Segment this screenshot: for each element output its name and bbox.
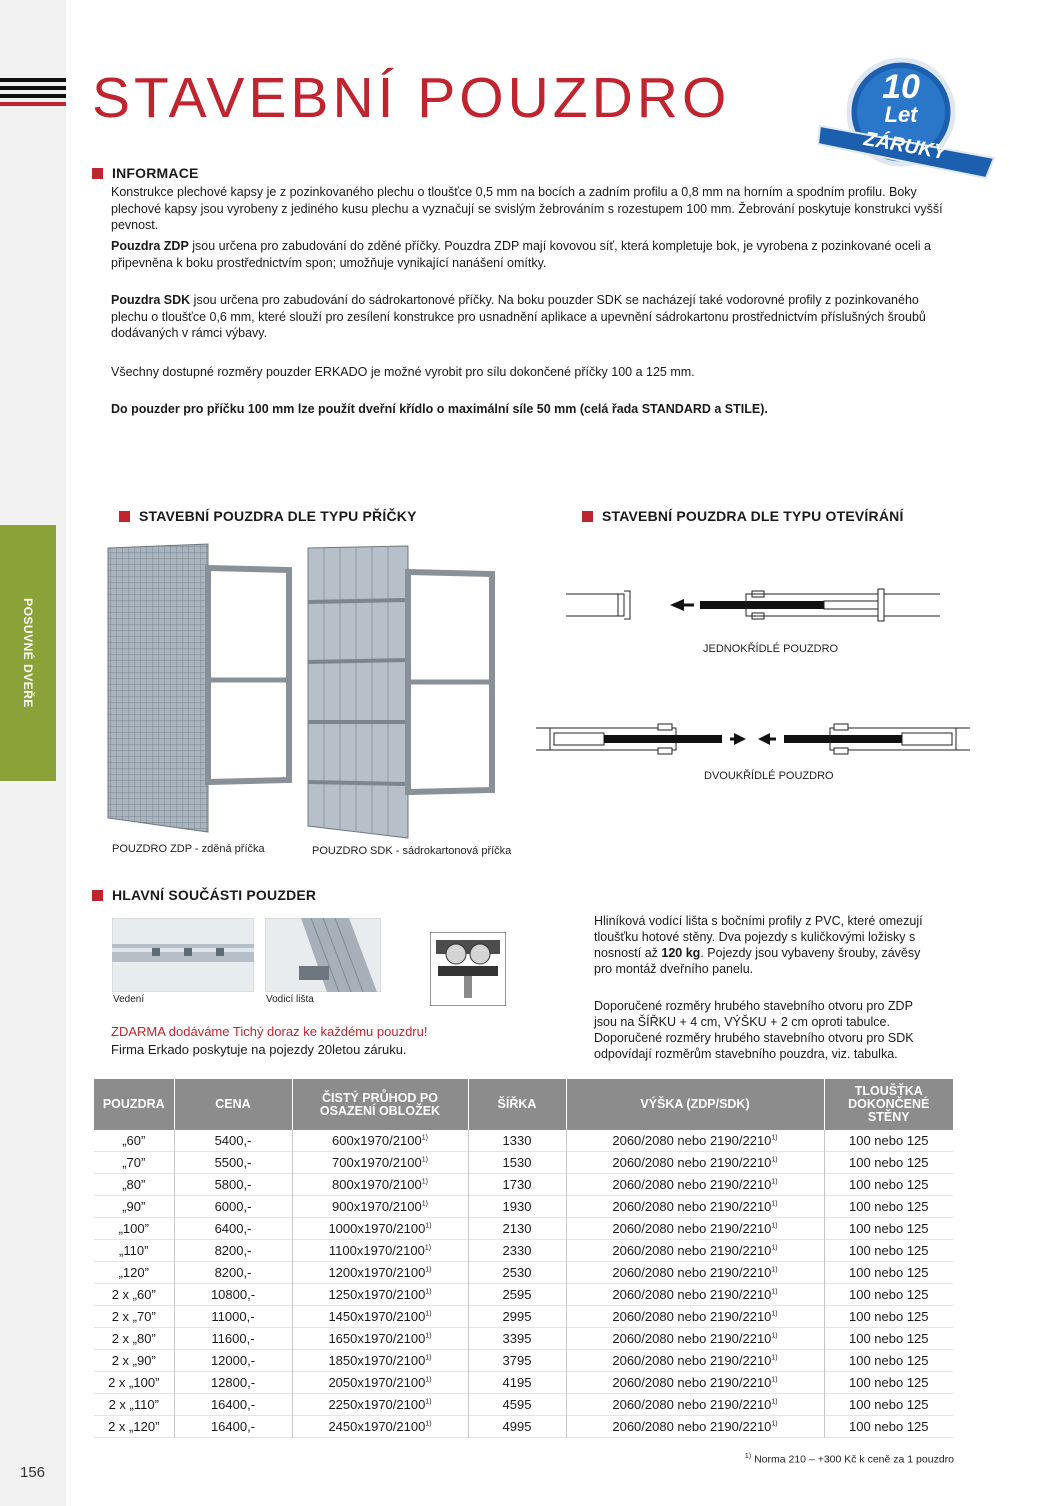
table-cell <box>292 1284 468 1306</box>
table-cell <box>94 1152 174 1174</box>
cell-value: 4995 <box>502 1419 532 1434</box>
table-cell <box>566 1328 824 1350</box>
col-header-cena: CENA <box>174 1079 292 1130</box>
zdp-pocket-image <box>104 540 294 840</box>
guide-bar-caption: Vodicí lišta <box>266 994 314 1005</box>
cell-value: „120” <box>118 1265 149 1280</box>
table-cell <box>94 1284 174 1306</box>
side-tab-label: POSUVNÉ DVEŘE <box>21 598 35 708</box>
footnote-ref: 1) <box>771 1178 778 1186</box>
table-cell <box>292 1240 468 1262</box>
table-cell <box>468 1394 566 1416</box>
cell-value: 100 nebo 125 <box>848 1375 929 1390</box>
footnote-ref: 1) <box>421 1134 428 1142</box>
arrow-left-icon <box>758 733 770 745</box>
single-door-diagram <box>562 585 944 627</box>
table-cell <box>566 1350 824 1372</box>
cell-value: 11000,- <box>211 1309 255 1324</box>
sdk-caption: POUZDRO SDK - sádrokartonová příčka <box>312 845 512 857</box>
info-heading <box>92 165 199 181</box>
cell-value: 3395 <box>502 1331 532 1346</box>
cell-value: 2060/2080 nebo 2190/2210 <box>612 1419 772 1434</box>
table-cell <box>824 1372 953 1394</box>
table-cell <box>566 1240 824 1262</box>
col-header-tloustka: TLOUŠŤKA DOKONČENÉ STĚNY <box>824 1079 953 1130</box>
table-cell <box>94 1306 174 1328</box>
components-heading <box>92 887 316 903</box>
table-row <box>94 1218 953 1240</box>
cell-value: „60” <box>122 1133 146 1148</box>
double-door-diagram <box>534 722 972 758</box>
cell-value: 100 nebo 125 <box>848 1353 929 1368</box>
footnote-ref: 1) <box>771 1332 778 1340</box>
col-header-vyska: VÝŠKA (ZDP/SDK) <box>566 1079 824 1130</box>
double-door-label: DVOUKŘÍDLÉ POUZDRO <box>704 770 834 782</box>
cell-value: 2060/2080 nebo 2190/2210 <box>612 1177 772 1192</box>
table-row <box>94 1240 953 1262</box>
table-cell <box>292 1328 468 1350</box>
table-cell <box>174 1394 292 1416</box>
cell-value: 2 x „100” <box>108 1375 160 1390</box>
table-cell <box>292 1218 468 1240</box>
table-cell <box>824 1284 953 1306</box>
section-side-tab <box>0 525 56 781</box>
table-cell <box>468 1372 566 1394</box>
guide-rail-image <box>112 918 254 992</box>
cell-value: 100 nebo 125 <box>848 1265 929 1280</box>
footnote-ref: 1) <box>771 1244 778 1252</box>
section-marker-icon <box>582 511 593 522</box>
footnote-ref: 1) <box>771 1310 778 1318</box>
arrow-left-icon <box>670 599 684 611</box>
table-cell <box>94 1240 174 1262</box>
section-marker-icon <box>92 890 103 901</box>
cell-value: 2060/2080 nebo 2190/2210 <box>612 1243 772 1258</box>
cell-value: 700x1970/2100 <box>332 1155 422 1170</box>
cell-value: „110” <box>119 1243 149 1258</box>
cell-value: 2060/2080 nebo 2190/2210 <box>612 1309 772 1324</box>
components-description <box>594 913 929 977</box>
cell-value: 2 x „120” <box>108 1419 160 1434</box>
info-paragraph-1: Konstrukce plechové kapsy je z pozinkovaného plechu o tloušťce 0,5 mm na bocích a zadním profilu a 0,8 mm na horním a spodním profilu. Boky plechové kapsy jsou vyrobeny z jediného kusu plechu a vyznačují se svislým žebrováním s rozestupem 100 mm. Žebrování poskytuje konstrukci vyšší pevnost. <box>111 185 943 232</box>
table-cell <box>94 1394 174 1416</box>
table-cell <box>174 1152 292 1174</box>
cell-value: 2595 <box>502 1287 532 1302</box>
table-row <box>94 1130 953 1152</box>
guide-bar-image <box>265 918 381 992</box>
cell-value: 4595 <box>502 1397 532 1412</box>
cell-value: 100 nebo 125 <box>848 1419 929 1434</box>
cell-value: 5800,- <box>214 1177 252 1192</box>
guide-rail-caption: Vedení <box>113 994 145 1005</box>
table-cell <box>468 1306 566 1328</box>
cell-value: 2330 <box>502 1243 532 1258</box>
cell-value: 2 x „70” <box>111 1309 156 1324</box>
cell-value: „90” <box>122 1199 146 1214</box>
cell-value: 16400,- <box>210 1419 256 1434</box>
opening-types-heading-text: STAVEBNÍ POUZDRA DLE TYPU OTEVÍRÁNÍ <box>602 508 904 524</box>
cell-value: 1730 <box>502 1177 532 1192</box>
table-cell <box>292 1394 468 1416</box>
cell-value: 2 x „60” <box>111 1287 156 1302</box>
cell-value: 100 nebo 125 <box>848 1287 929 1302</box>
table-cell <box>566 1284 824 1306</box>
info-heading-text: INFORMACE <box>112 165 199 181</box>
table-cell <box>174 1306 292 1328</box>
table-cell <box>468 1218 566 1240</box>
table-row <box>94 1416 953 1438</box>
table-cell <box>824 1416 953 1438</box>
cell-value: 100 nebo 125 <box>848 1177 929 1192</box>
warranty-badge <box>818 40 1008 190</box>
table-cell <box>174 1328 292 1350</box>
wall-types-heading-text: STAVEBNÍ POUZDRA DLE TYPU PŘÍČKY <box>139 508 417 524</box>
cell-value: 1000x1970/2100 <box>328 1221 426 1236</box>
cell-value: 800x1970/2100 <box>332 1177 422 1192</box>
cell-value: 100 nebo 125 <box>848 1133 929 1148</box>
footnote-ref: 1) <box>771 1200 778 1208</box>
table-row <box>94 1262 953 1284</box>
table-body <box>94 1130 953 1438</box>
table-cell <box>566 1372 824 1394</box>
table-cell <box>468 1416 566 1438</box>
table-cell <box>468 1152 566 1174</box>
cell-value: 3795 <box>502 1353 532 1368</box>
cell-value: 1930 <box>502 1199 532 1214</box>
table-cell <box>292 1262 468 1284</box>
cell-value: 100 nebo 125 <box>848 1309 929 1324</box>
table-cell <box>468 1284 566 1306</box>
sdk-text: jsou určena pro zabudování do sádrokartonové příčky. Na boku pouzder SDK se nacházejí také vodorovné profily z pozinkovaného plechu o tloušťce 0,6 mm, které slouží pro zesílení konstrukce pro usnadnění aplikace a upevnění sádrokartonu prostřednictvím příslušných šroubů dodávaných v rámci výbavy. <box>111 293 926 340</box>
table-header-row <box>94 1079 953 1130</box>
table-cell <box>824 1394 953 1416</box>
table-cell <box>468 1130 566 1152</box>
footnote-ref: 1) <box>424 1244 432 1252</box>
cell-value: 12800,- <box>210 1375 256 1390</box>
table-cell <box>174 1174 292 1196</box>
cell-value: 100 nebo 125 <box>848 1155 929 1170</box>
info-paragraph-3 <box>111 292 951 342</box>
cell-value: 2060/2080 nebo 2190/2210 <box>612 1353 772 1368</box>
table-cell <box>566 1306 824 1328</box>
cell-value: 8200,- <box>214 1265 252 1280</box>
cell-value: 1650x1970/2100 <box>328 1331 426 1346</box>
table-cell <box>292 1196 468 1218</box>
cell-value: 4195 <box>502 1375 532 1390</box>
badge-number: 10 <box>882 68 920 106</box>
table-cell <box>174 1240 292 1262</box>
cell-value: 8200,- <box>214 1243 252 1258</box>
table-row <box>94 1284 953 1306</box>
trolley-image <box>430 932 506 1006</box>
footnote-ref: 1) <box>425 1310 432 1318</box>
table-cell <box>824 1218 953 1240</box>
table-cell <box>468 1350 566 1372</box>
table-row <box>94 1196 953 1218</box>
footnote-ref: 1) <box>425 1354 432 1362</box>
table-row <box>94 1306 953 1328</box>
cell-value: 1850x1970/2100 <box>328 1353 426 1368</box>
table-cell <box>824 1262 953 1284</box>
table-cell <box>468 1174 566 1196</box>
cell-value: 11600,- <box>211 1331 255 1346</box>
table-cell <box>174 1284 292 1306</box>
table-cell <box>566 1152 824 1174</box>
table-cell <box>566 1394 824 1416</box>
cell-value: 600x1970/2100 <box>332 1133 422 1148</box>
footnote-ref: 1) <box>421 1200 428 1208</box>
opening-dimensions-note: Doporučené rozměry hrubého stavebního otvoru pro ZDP jsou na ŠÍŘKU + 4 cm, VÝŠKU + 2 cm oproti tabulce. Doporučené rozměry hrubého stavebního otvoru pro SDK odpovídají rozměrům stavebního pouzdra, viz. tabulka. <box>594 999 914 1061</box>
table-cell <box>824 1130 953 1152</box>
cell-value: 100 nebo 125 <box>848 1221 929 1236</box>
footnote-ref: 1) <box>425 1398 432 1406</box>
table-cell <box>94 1328 174 1350</box>
cell-value: 6400,- <box>214 1221 252 1236</box>
table-cell <box>94 1196 174 1218</box>
cell-value: 900x1970/2100 <box>332 1199 422 1214</box>
sdk-term: Pouzdra SDK <box>111 293 191 307</box>
opening-types-heading <box>582 508 904 524</box>
table-cell <box>94 1350 174 1372</box>
table-cell <box>566 1130 824 1152</box>
table-cell <box>566 1196 824 1218</box>
col-header-sirka: ŠÍŘKA <box>468 1079 566 1130</box>
table-cell <box>174 1350 292 1372</box>
footnote-ref: 1) <box>425 1222 432 1230</box>
table-cell <box>824 1306 953 1328</box>
cell-value: 1530 <box>502 1155 532 1170</box>
cell-value: 2060/2080 nebo 2190/2210 <box>612 1397 772 1412</box>
cell-value: „80” <box>122 1177 146 1192</box>
cell-value: 5400,- <box>214 1133 252 1148</box>
table-cell <box>824 1240 953 1262</box>
table-cell <box>824 1350 953 1372</box>
footnote-mark: 1) <box>744 1453 752 1460</box>
cell-value: 2050x1970/2100 <box>328 1375 426 1390</box>
cell-value: 6000,- <box>214 1199 252 1214</box>
cell-value: 2 x „80” <box>111 1331 156 1346</box>
cell-value: „70” <box>122 1155 146 1170</box>
footnote-ref: 1) <box>771 1134 778 1142</box>
table-cell <box>468 1196 566 1218</box>
header-stripes <box>0 78 66 110</box>
cell-value: 1200x1970/2100 <box>328 1265 426 1280</box>
single-door-label: JEDNOKŘÍDLÉ POUZDRO <box>703 643 839 655</box>
zdp-caption: POUZDRO ZDP - zděná příčka <box>112 843 265 855</box>
table-cell <box>292 1174 468 1196</box>
table-row <box>94 1394 953 1416</box>
footnote-ref: 1) <box>425 1266 432 1274</box>
cell-value: 10800,- <box>210 1287 256 1302</box>
cell-value: 2060/2080 nebo 2190/2210 <box>612 1331 772 1346</box>
cell-value: 1330 <box>502 1133 532 1148</box>
table-cell <box>292 1350 468 1372</box>
footnote-ref: 1) <box>421 1178 428 1186</box>
cell-value: 1450x1970/2100 <box>328 1309 426 1324</box>
info-paragraph-4: Všechny dostupné rozměry pouzder ERKADO je možné vyrobit pro sílu dokončené příčky 100 a 125 mm. <box>111 365 695 379</box>
table-cell <box>468 1240 566 1262</box>
load-capacity: 120 kg <box>661 946 701 960</box>
desc-text-b: . Pojezdy jsou vybaveny šrouby, závěsy pro montáž dveřního panelu. <box>594 946 921 976</box>
badge-word: Let <box>884 102 918 127</box>
cell-value: 100 nebo 125 <box>848 1243 929 1258</box>
cell-value: 2060/2080 nebo 2190/2210 <box>612 1287 772 1302</box>
cell-value: 1100x1970/2100 <box>328 1243 425 1258</box>
zdp-text: jsou určena pro zabudování do zděné příčky. Pouzdra ZDP mají kovovou síť, která kompletuje bok, je vyrobena z pozinkované oceli a připevněna k boku prostřednictvím spon; umožňuje vynikající nanášení omítky. <box>111 239 931 270</box>
table-cell <box>292 1152 468 1174</box>
table-cell <box>292 1130 468 1152</box>
footnote-ref: 1) <box>771 1222 778 1230</box>
table-cell <box>566 1218 824 1240</box>
table-cell <box>174 1218 292 1240</box>
section-marker-icon <box>119 511 130 522</box>
cell-value: 5500,- <box>214 1155 252 1170</box>
zdp-term: Pouzdra ZDP <box>111 239 189 253</box>
cell-value: „100” <box>118 1221 149 1236</box>
cell-value: 2 x „90” <box>111 1353 156 1368</box>
section-marker-icon <box>92 168 103 179</box>
cell-value: 100 nebo 125 <box>848 1199 929 1214</box>
cell-value: 12000,- <box>210 1353 256 1368</box>
table-cell <box>292 1306 468 1328</box>
table-row <box>94 1328 953 1350</box>
footnote-ref: 1) <box>425 1332 432 1340</box>
table-cell <box>94 1372 174 1394</box>
table-row <box>94 1372 953 1394</box>
footnote-ref: 1) <box>771 1354 778 1362</box>
table-cell <box>292 1416 468 1438</box>
table-cell <box>824 1174 953 1196</box>
warranty-note: Firma Erkado poskytuje na pojezdy 20letou záruku. <box>111 1042 407 1057</box>
table-cell <box>94 1130 174 1152</box>
table-cell <box>566 1174 824 1196</box>
table-footnote <box>745 1453 954 1466</box>
table-cell <box>468 1328 566 1350</box>
cell-value: 2450x1970/2100 <box>328 1419 426 1434</box>
table-cell <box>824 1152 953 1174</box>
page-number: 156 <box>20 1464 46 1481</box>
table-cell <box>468 1262 566 1284</box>
table-cell <box>566 1262 824 1284</box>
table-cell <box>94 1174 174 1196</box>
cell-value: 1250x1970/2100 <box>328 1287 426 1302</box>
footnote-ref: 1) <box>421 1156 428 1164</box>
cell-value: 2060/2080 nebo 2190/2210 <box>612 1133 772 1148</box>
cell-value: 2530 <box>502 1265 532 1280</box>
info-paragraph-2 <box>111 238 951 271</box>
footnote-ref: 1) <box>771 1288 778 1296</box>
footnote-ref: 1) <box>425 1420 432 1428</box>
cell-value: 16400,- <box>210 1397 256 1412</box>
table-cell <box>174 1196 292 1218</box>
cell-value: 2 x „110” <box>108 1397 159 1412</box>
table-row <box>94 1174 953 1196</box>
table-cell <box>824 1328 953 1350</box>
cell-value: 2060/2080 nebo 2190/2210 <box>612 1375 772 1390</box>
table-cell <box>174 1130 292 1152</box>
table-cell <box>566 1416 824 1438</box>
table-cell <box>174 1416 292 1438</box>
table-row <box>94 1350 953 1372</box>
cell-value: 2250x1970/2100 <box>328 1397 426 1412</box>
cell-value: 2060/2080 nebo 2190/2210 <box>612 1265 772 1280</box>
free-stopper-note: ZDARMA dodáváme Tichý doraz ke každému pouzdru! <box>111 1024 428 1039</box>
table-cell <box>174 1372 292 1394</box>
cell-value: 2060/2080 nebo 2190/2210 <box>612 1155 772 1170</box>
footnote-text: Norma 210 – +300 Kč k ceně za 1 pouzdro <box>751 1453 954 1466</box>
cell-value: 100 nebo 125 <box>848 1397 929 1412</box>
badge-ribbon-text: ZÁRUKY <box>862 128 948 165</box>
cell-value: 2130 <box>502 1221 532 1236</box>
page-title: STAVEBNÍ POUZDRO <box>92 66 731 130</box>
info-paragraph-5: Do pouzder pro příčku 100 mm lze použít dveřní křídlo o maximální síle 50 mm (celá řada STANDARD a STILE). <box>111 402 768 416</box>
cell-value: 2995 <box>502 1309 532 1324</box>
footnote-ref: 1) <box>425 1288 432 1296</box>
cell-value: 100 nebo 125 <box>848 1331 929 1346</box>
table-cell <box>94 1416 174 1438</box>
footnote-ref: 1) <box>425 1376 432 1384</box>
footnote-ref: 1) <box>771 1266 778 1274</box>
col-header-pruhod: ČISTÝ PRŮHOD PO OSAZENÍ OBLOŽEK <box>292 1079 468 1130</box>
table-cell <box>94 1218 174 1240</box>
col-header-pouzdra: POUZDRA <box>94 1079 174 1130</box>
footnote-ref: 1) <box>771 1156 778 1164</box>
desc-text-a: Hliníková vodící lišta s bočními profily z PVC, které omezují tloušťku hotové stěny. Dva pojezdy s kuličkovými ložisky s nosností až <box>594 914 923 960</box>
table-cell <box>94 1262 174 1284</box>
footnote-ref: 1) <box>771 1376 778 1384</box>
table-row <box>94 1152 953 1174</box>
cell-value: 2060/2080 nebo 2190/2210 <box>612 1199 772 1214</box>
table-cell <box>292 1372 468 1394</box>
footnote-ref: 1) <box>771 1398 778 1406</box>
components-heading-text: HLAVNÍ SOUČÁSTI POUZDER <box>112 887 317 903</box>
price-table <box>94 1079 953 1438</box>
cell-value: 2060/2080 nebo 2190/2210 <box>612 1221 772 1236</box>
table-cell <box>174 1262 292 1284</box>
footnote-ref: 1) <box>771 1420 778 1428</box>
wall-types-heading <box>119 508 417 524</box>
sdk-pocket-image <box>304 542 499 842</box>
table-cell <box>824 1196 953 1218</box>
